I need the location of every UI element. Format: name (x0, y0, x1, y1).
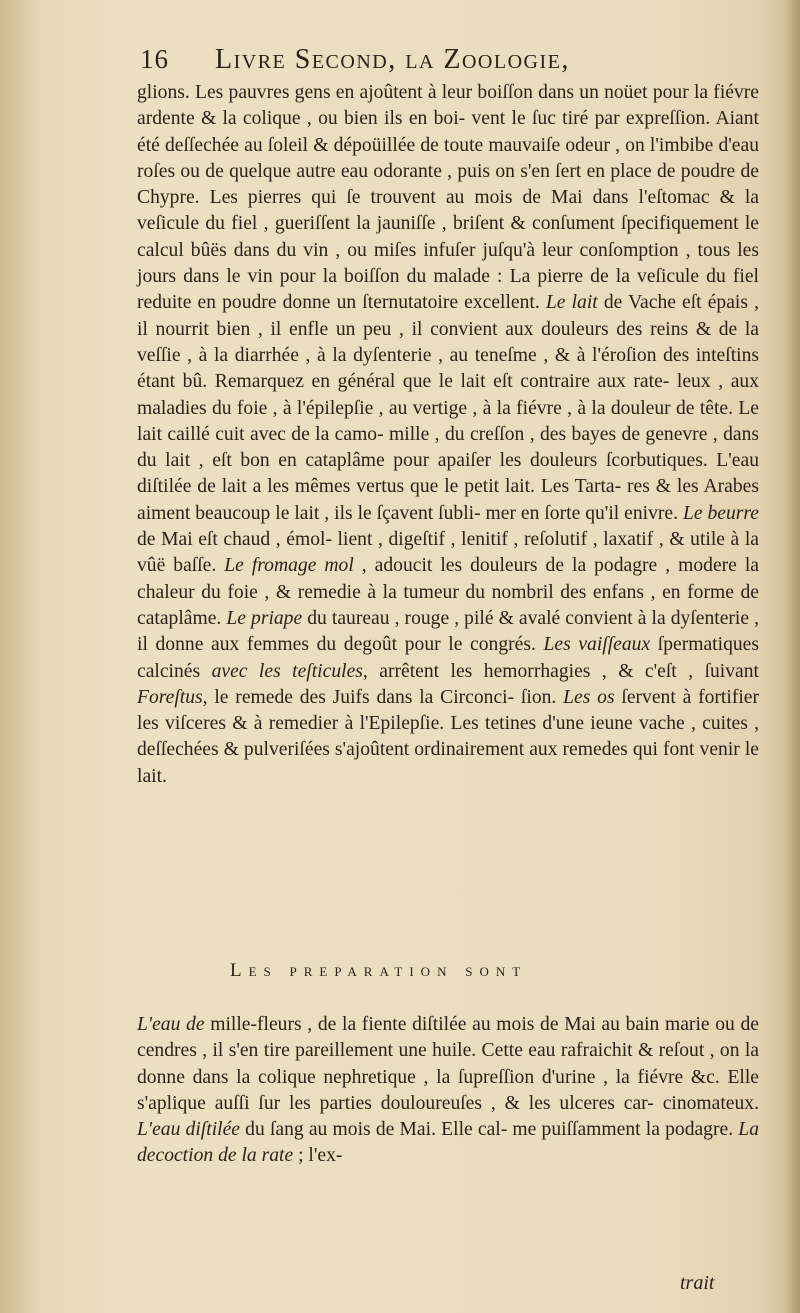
italic-term: Foreſtus (137, 686, 203, 708)
text-run: de Vache eſt épais , il nourrit bien , il enfle un peu , il convient aux douleurs des reins & de la veſſie , à la diarrhée , à la dyſenterie , au teneſme , & à l'éroſion des inteſtins étant bû. Remarquez en général que le lait eſt contraire aux rate- leux , aux maladies du foie , à l'épilepſie , au vertige , à la fiévre , à la douleur de tête. Le lait caillé cuit avec de la camo- mille , du creſſon , des bayes de genevre , dans du lait , eſt bon en cataplâme pour apaiſer les douleurs ſcorbutiques. L'eau diſtilée de lait a les mêmes vertus que le petit lait. Les Tarta- res & les Arabes aiment beaucoup le lait , ils le ſçavent ſubli- mer en ſorte qu'il enivre. (137, 292, 759, 524)
page-header (140, 44, 700, 76)
paragraph (137, 1012, 759, 1170)
section-heading: Les preparation sont (230, 960, 528, 981)
text-run: ſervent à fortifier les viſceres & à remedier à l'Epilepſie. Les tetines d'une ieune vache , cuites , deſſechées & pulveriſées s'ajoûtent ordinairement aux remedes qui font venir le lait. (137, 686, 760, 787)
italic-term: Le lait (545, 292, 598, 314)
italic-term: La decoction de la rate (137, 1119, 759, 1167)
paragraph (137, 80, 759, 790)
page-number: 16 (140, 44, 169, 74)
text-run: ſpermatiques calcinés (137, 634, 759, 682)
page-edge-shadow (786, 0, 800, 1313)
text-run: , le remede des Juifs dans la Circonci- ſion. (202, 686, 557, 708)
text-run: de Mai eſt chaud , émol- lient , digeſtif , lenitif , reſolutif , laxatif , & utile à la vûë baſſe. (137, 529, 759, 577)
italic-term: Le fromage mol (224, 555, 354, 577)
text-run: mille-fleurs , de la fiente diſtilée au mois de Mai au bain marie ou de cendres , il s'en tire pareillement une huile. Cette eau rafraichit & reſout , on la donne dans la colique nephretique , la ſupreſſion d'urine , la fiévre &c. Elle s'aplique auſſi ſur les parties douloureuſes , & les ulceres car- cinomateux. (137, 1014, 759, 1114)
italic-term: Le beurre (682, 502, 759, 524)
text-run: , adoucit les douleurs de la podagre , modere la chaleur du foie , & remedie à la tumeur du nombril des enfans , en forme de cataplâme. (137, 555, 759, 629)
text-run: , arrêtent les hemorrhagies , & c'eſt , ſuivant (362, 660, 759, 682)
text-run: du ſang au mois de Mai. Elle cal- me puiſſamment la podagre. (245, 1119, 734, 1141)
text-run: ; l'ex- (298, 1145, 343, 1167)
body-text-main (137, 80, 759, 790)
italic-term: avec les teſticules (211, 660, 363, 682)
body-text-preparations (137, 1012, 759, 1170)
catchword: trait (680, 1272, 715, 1294)
italic-term: L'eau diſtilée (137, 1119, 240, 1141)
italic-term: L'eau de (137, 1014, 205, 1035)
text-run: glions. Les pauvres gens en ajoûtent à leur boiſſon dans un noüet pour la fiévre ardente & la colique , ou bien ils en boi- vent le ſuc tiré par expreſſion. Aiant été deſſechée au ſoleil & dépoüillée de toute mauvaiſe odeur , on l'imbibe d'eau roſes ou de quelque autre eau odorante , puis on s'en ſert en place de poudre de Chypre. Les pierres qui ſe trouvent au mois de Mai dans l'eſtomac & la veſicule du fiel , gueriſſent la jauniſſe , briſent & conſument ſpecifiquement le calcul bûës dans du vin , ou miſes infuſer juſqu'à leur conſomption , tous les jours dans le vin pour la boiſſon du malade : La pierre de la veſicule du fiel reduite en poudre donne un ſternutatoire excellent. (137, 82, 759, 314)
italic-term: Le priape (226, 607, 303, 629)
running-title: Livre Second, la Zoologie, (215, 44, 570, 75)
italic-term: Les vaiſſeaux (543, 634, 651, 656)
italic-term: Les os (563, 686, 615, 708)
text-run: du taureau , rouge , pilé & avalé convient à la dyſenterie , il donne aux femmes du degoût pour le congrés. (137, 607, 760, 656)
